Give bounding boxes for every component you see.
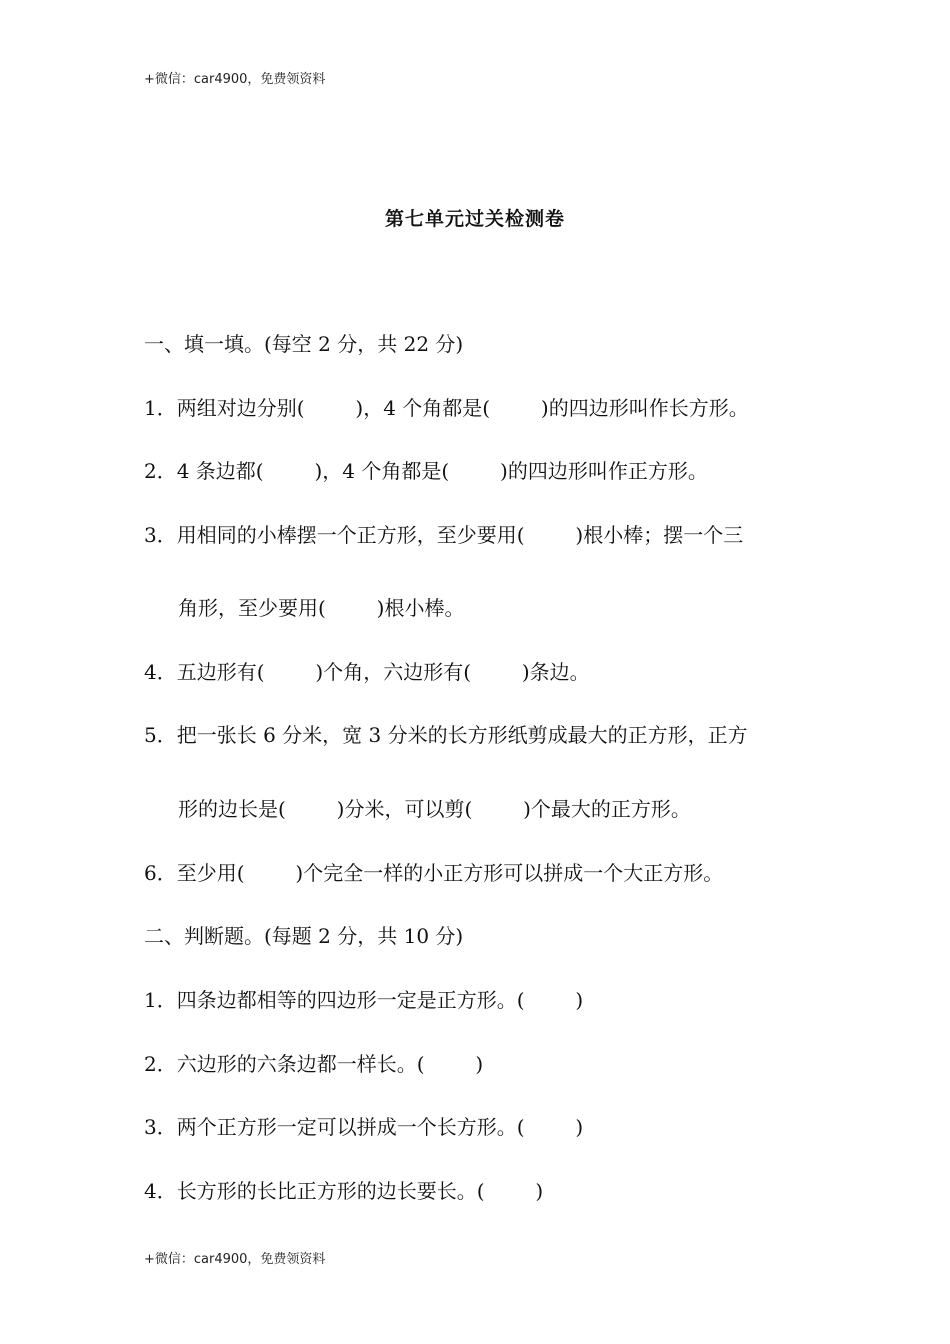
question-1-3: 3．用相同的小棒摆一个正方形，至少要用( )根小棒；摆一个三 [144,523,744,547]
section-2-heading: 二、判断题。(每题 2 分，共 10 分) [144,924,464,948]
question-1-2: 2．4 条边都( )，4 个角都是( )的四边形叫作正方形。 [144,459,708,483]
page-footer-watermark: +微信：car4900，免费领资料 [144,1252,326,1267]
question-2-1: 1．四条边都相等的四边形一定是正方形。( ) [144,988,584,1012]
question-1-5-continued: 形的边长是( )分米，可以剪( )个最大的正方形。 [178,797,691,821]
question-1-1: 1．两组对边分别( )，4 个角都是( )的四边形叫作长方形。 [144,396,749,420]
question-1-6: 6．至少用( )个完全一样的小正方形可以拼成一个大正方形。 [144,861,724,885]
page-header-watermark: +微信：car4900，免费领资料 [144,72,326,87]
document-title: 第七单元过关检测卷 [384,208,565,230]
question-1-5: 5．把一张长 6 分米，宽 3 分米的长方形纸剪成最大的正方形，正方 [144,723,748,747]
question-2-3: 3．两个正方形一定可以拼成一个长方形。( ) [144,1115,584,1139]
question-2-4: 4．长方形的长比正方形的边长要长。( ) [144,1179,544,1203]
question-1-4: 4．五边形有( )个角，六边形有( )条边。 [144,660,590,684]
question-1-3-continued: 角形，至少要用( )根小棒。 [178,596,465,620]
section-1-heading: 一、填一填。(每空 2 分，共 22 分) [144,332,464,356]
question-2-2: 2．六边形的六条边都一样长。( ) [144,1052,484,1076]
